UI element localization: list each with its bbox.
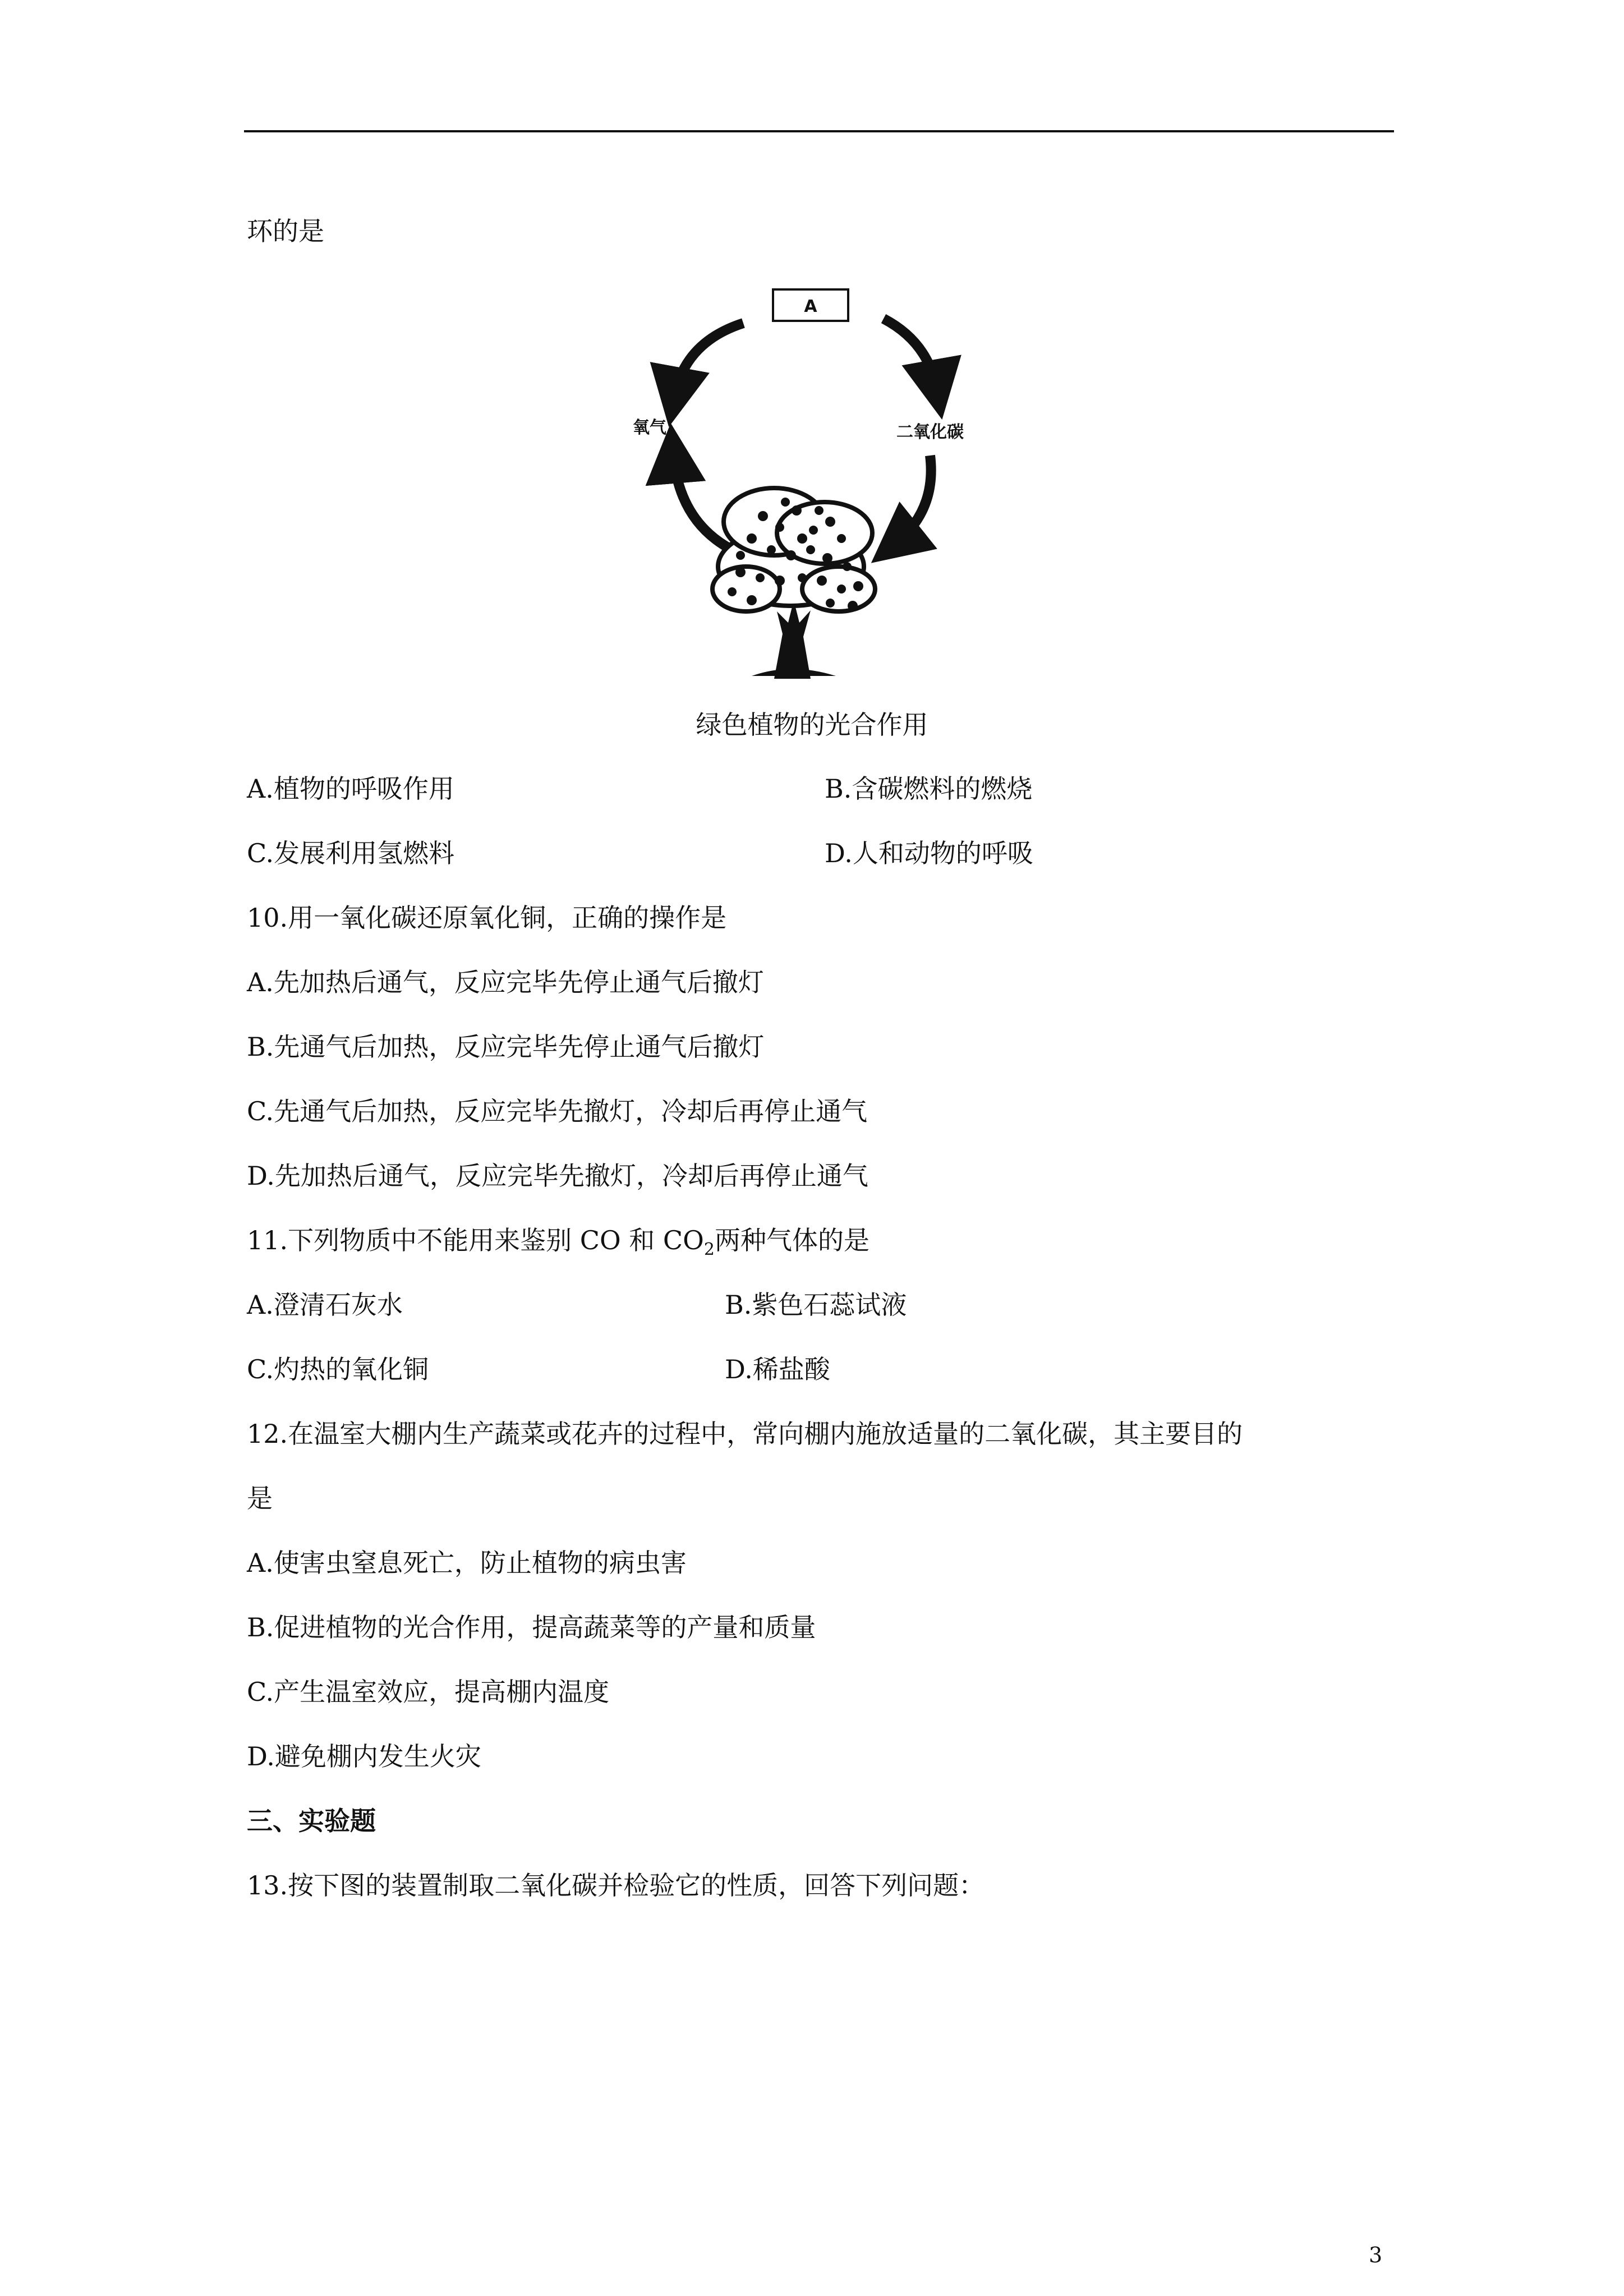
q9-option-a: A.植物的呼吸作用 <box>247 774 454 804</box>
q12-stem-line2: 是 <box>247 1483 273 1513</box>
arrow-bottom-right <box>895 455 931 544</box>
box-a-label: A <box>804 297 817 316</box>
q12-option-a: A.使害虫窒息死亡，防止植物的病虫害 <box>247 1548 687 1578</box>
q11-option-a: A.澄清石灰水 <box>247 1290 403 1320</box>
q10-option-c: C.先通气后加热，反应完毕先撤灯，冷却后再停止通气 <box>247 1096 868 1126</box>
diagram-caption: 绿色植物的光合作用 <box>696 710 928 740</box>
q11-option-b: B.紫色石蕊试液 <box>725 1290 907 1320</box>
q10-stem: 10.用一氧化碳还原氧化铜，正确的操作是 <box>247 903 727 933</box>
q11-stem-sub: 2 <box>703 1240 715 1259</box>
q11-option-c: C.灼热的氧化铜 <box>247 1354 429 1384</box>
q13-stem: 13.按下图的装置制取二氧化碳并检验它的性质，回答下列问题： <box>247 1870 985 1901</box>
continued-text: 环的是 <box>247 216 324 246</box>
q10-option-d: D.先加热后通气，反应完毕先撤灯，冷却后再停止通气 <box>247 1161 868 1191</box>
q12-option-b: B.促进植物的光合作用，提高蔬菜等的产量和质量 <box>247 1612 816 1642</box>
arrow-bottom-left <box>673 453 732 550</box>
q9-option-d: D.人和动物的呼吸 <box>825 838 1033 868</box>
q10-option-b: B.先通气后加热，反应完毕先停止通气后撤灯 <box>247 1032 765 1062</box>
q11-stem-pre: 11.下列物质中不能用来鉴别 CO 和 CO <box>247 1225 704 1255</box>
q11-stem-post: 两种气体的是 <box>714 1225 869 1255</box>
q12-stem-line1: 12.在温室大棚内生产蔬菜或花卉的过程中，常向棚内施放适量的二氧化碳，其主要目的 <box>247 1419 1243 1449</box>
arrow-top-right <box>884 319 937 390</box>
q9-option-b: B.含碳燃料的燃烧 <box>825 774 1033 804</box>
section-title: 三、实验题 <box>247 1806 376 1836</box>
q11-option-d: D.稀盐酸 <box>725 1354 830 1384</box>
carbon-cycle-diagram <box>606 275 987 679</box>
page-number: 3 <box>1369 2243 1383 2267</box>
tree-icon <box>712 488 875 679</box>
arrow-top-left <box>674 323 743 397</box>
q10-option-a: A.先加热后通气，反应完毕先停止通气后撤灯 <box>247 967 764 997</box>
co2-label: 二氧化碳 <box>896 422 964 442</box>
header-rule <box>244 130 1394 132</box>
q11-stem <box>247 1223 869 1267</box>
oxygen-label: 氧气 <box>633 418 666 438</box>
q9-option-c: C.发展利用氢燃料 <box>247 838 455 868</box>
q12-option-d: D.避免棚内发生火灾 <box>247 1741 481 1772</box>
q12-option-c: C.产生温室效应，提高棚内温度 <box>247 1677 610 1707</box>
